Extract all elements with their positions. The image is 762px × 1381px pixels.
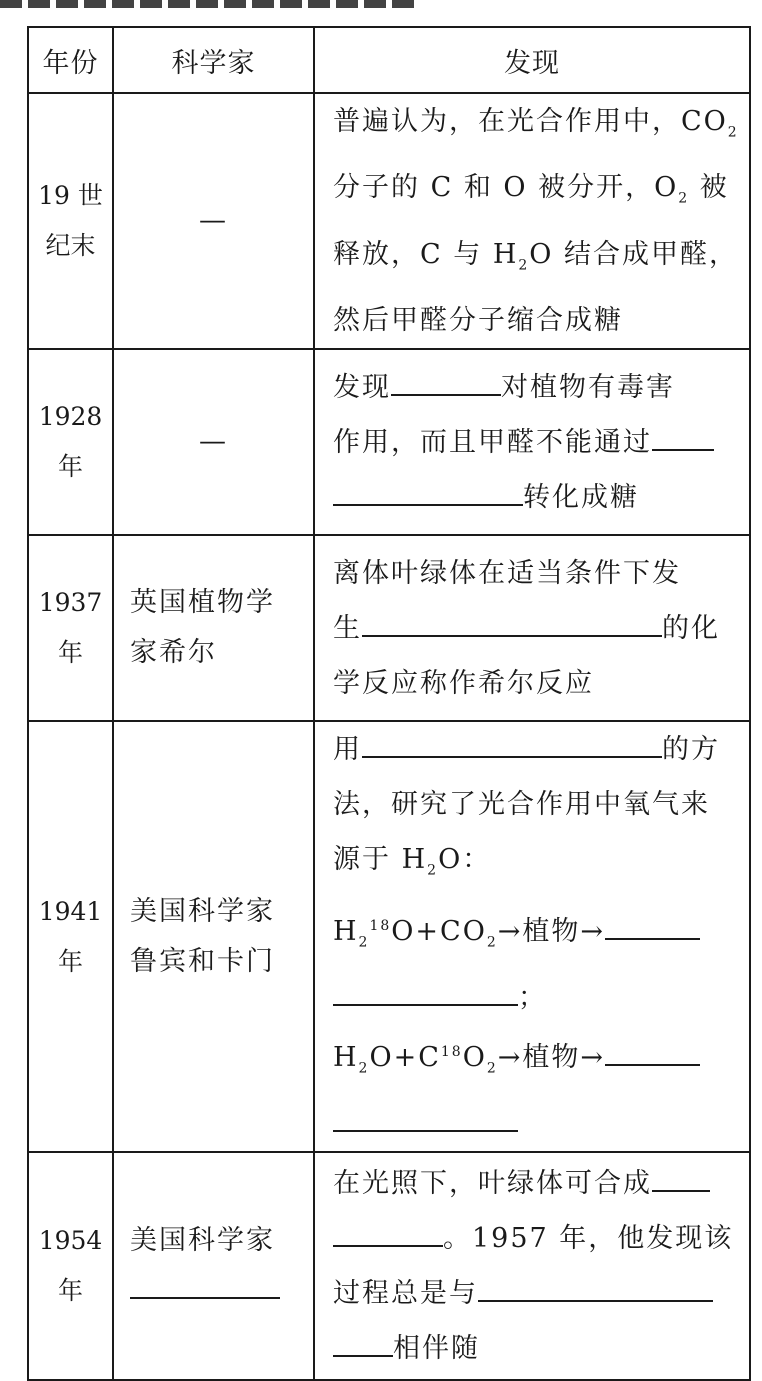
answer-blank[interactable] xyxy=(333,1215,443,1247)
header-discovery: 发现 xyxy=(314,27,750,93)
answer-blank[interactable] xyxy=(130,1267,280,1299)
scientist-cell: 美国科学家 xyxy=(113,1152,314,1380)
table-row xyxy=(28,93,750,349)
scientist-cell: — xyxy=(113,349,314,535)
header-year: 年份 xyxy=(28,27,113,93)
discovery-cell: 用 的方 法，研究了光合作用中氧气来 源于 $H_2O$： $H_2^{18}O+CO_2\to$植物→ ； $H_2O+C^{18}O_2\to$植物→ xyxy=(314,721,750,1152)
table-row xyxy=(28,349,750,535)
photosynthesis-history-table xyxy=(27,26,751,1381)
scientist-cell: 英国植物学 家希尔 xyxy=(113,535,314,721)
answer-blank[interactable] xyxy=(333,1100,518,1132)
answer-blank[interactable] xyxy=(333,474,523,506)
cropped-heading-fragment xyxy=(0,0,420,8)
year-cell: 1954 年 xyxy=(28,1152,113,1380)
answer-blank[interactable] xyxy=(652,419,714,451)
year-cell: 1937 年 xyxy=(28,535,113,721)
header-scientist: 科学家 xyxy=(113,27,314,93)
answer-blank[interactable] xyxy=(333,974,518,1006)
discovery-cell: 离体叶绿体在适当条件下发 生 的化 学反应称作希尔反应 xyxy=(314,535,750,721)
answer-blank[interactable] xyxy=(478,1270,713,1302)
year-cell: 1941 年 xyxy=(28,721,113,1152)
table-row xyxy=(28,721,750,1152)
answer-blank[interactable] xyxy=(391,364,501,396)
answer-blank[interactable] xyxy=(652,1160,710,1192)
answer-blank[interactable] xyxy=(362,605,662,637)
answer-blank[interactable] xyxy=(605,1034,700,1066)
year-cell: 1928 年 xyxy=(28,349,113,535)
discovery-cell: 发现 对植物有毒害 作用，而且甲醛不能通过 转化成糖 xyxy=(314,349,750,535)
scientist-cell: — xyxy=(113,93,314,349)
scientist-cell: 美国科学家 鲁宾和卡门 xyxy=(113,721,314,1152)
answer-blank[interactable] xyxy=(605,908,700,940)
answer-blank[interactable] xyxy=(333,1325,393,1357)
discovery-cell: 普遍认为，在光合作用中，$CO_2$ 分子的 C 和 O 被分开，$O_2$ 被 释放，C 与 $H_2O$ 结合成甲醛， 然后甲醛分子缩合成糖 xyxy=(314,93,750,349)
year-cell: 19 世 纪末 xyxy=(28,93,113,349)
table-row xyxy=(28,535,750,721)
discovery-cell: 在光照下，叶绿体可合成 。1957 年，他发现该 过程总是与 相伴随 xyxy=(314,1152,750,1380)
header-row xyxy=(28,27,750,93)
answer-blank[interactable] xyxy=(362,726,662,758)
table-row xyxy=(28,1152,750,1380)
